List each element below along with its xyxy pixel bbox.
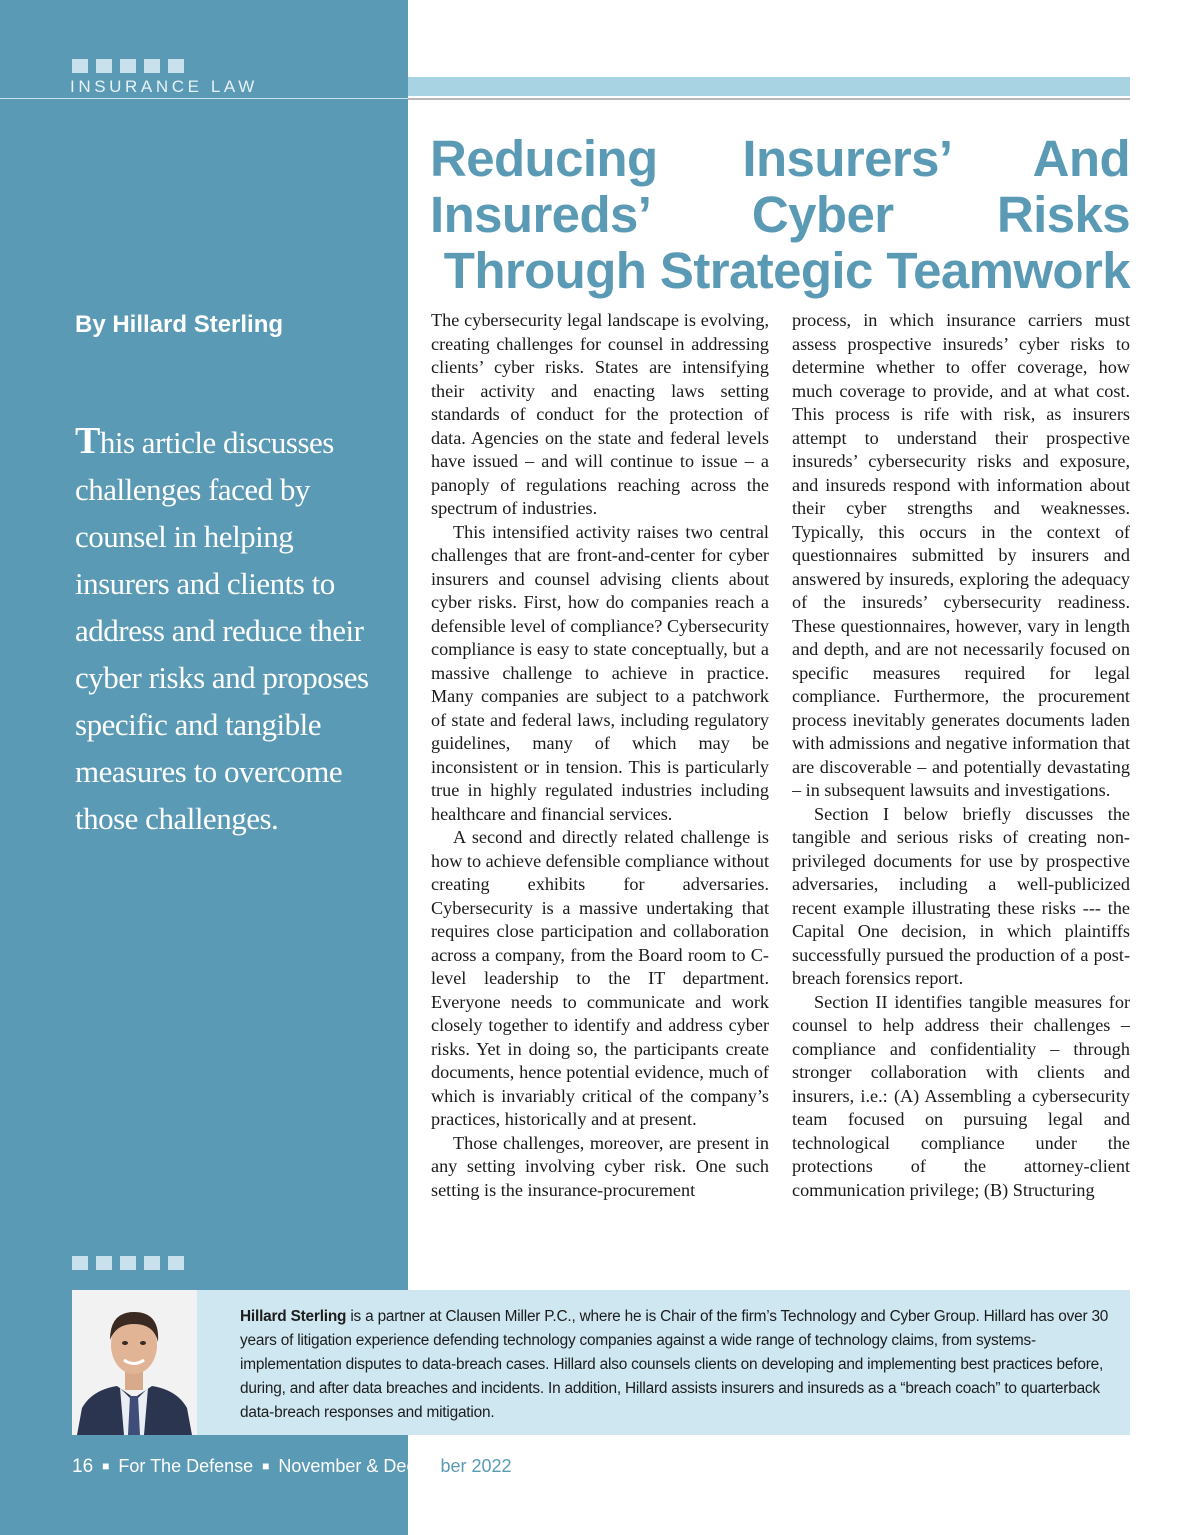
body-column-1 — [431, 309, 769, 1274]
footer-separator-icon: ■ — [262, 1459, 270, 1473]
page-number: 16 — [72, 1456, 94, 1477]
issue-date-part: ber 2022 — [440, 1456, 512, 1476]
author-name: Hillard Sterling — [240, 1308, 347, 1325]
article-byline: By Hillard Sterling — [75, 311, 284, 338]
author-portrait-image — [72, 1290, 197, 1435]
body-paragraph: A second and directly related challenge is how to achieve defensible compliance without creating exhibits for adversaries. Cybersecurity is a massive undertaking that requires close participation and collaboration across a company, from the Board room to C-level leadership to the IT department. Everyone needs to communicate and work closely together to identify and address cyber risks. Yet in doing so, the participants create documents, hence potential evidence, much of which is invariably critical of the company’s practices, historically and at present. — [431, 827, 769, 1129]
section-divider — [408, 98, 1130, 100]
deck-text: his article discusses challenges faced by counsel in helping insurers and clients to address and reduce their cyber risks and proposes specific and tangible measures to overcome those challenges. — [75, 425, 369, 836]
body-paragraph: Those challenges, moreover, are present in any setting involving cyber risk. One such setting is the insurance-procurement — [431, 1132, 769, 1200]
page-footer — [72, 1456, 512, 1478]
body-paragraph: Section I below briefly discusses the tangible and serious risks of creating non-privileged documents for use by prospective adversaries, including a well-publicized recent example illustrating these risks --- the Capital One decision, in which plaintiffs successfully pursued the production of a post-breach forensics report. — [792, 803, 1130, 988]
author-bio-text — [240, 1305, 1115, 1425]
section-label: INSURANCE LAW — [70, 77, 258, 96]
issue-date-part: November & Decem — [278, 1456, 441, 1476]
decorative-squares-top — [72, 59, 184, 73]
body-paragraph: Section II identifies tangible measures for counsel to help address their challenges – compliance and confidentiality – through stronger collaboration with clients and insurers, i.e.: (A) Assembling a cybersecurity team focused on pursuing legal and technological compliance under the protections of the attorney-client communication privilege; (B) Structuring — [792, 991, 1130, 1200]
decorative-squares-bottom — [72, 1256, 184, 1270]
author-bio-body: is a partner at Clausen Miller P.C., where he is Chair of the firm’s Technology and Cyber Group. Hillard has over 30 years of litigation experience defending technology companies against a wide range of technology claims, from systems-implementation disputes to data-breach cases. Hillard also counsels clients on developing and implementing best practices before, during, and after data breaches and incidents. In addition, Hillard assists insurers and insureds as a “breach coach” to quarterback data-breach responses and mitigation. — [240, 1308, 1109, 1421]
body-paragraph: The cybersecurity legal landscape is evolving, creating challenges for counsel in addressing clients’ cyber risks. States are intensifying their activity and enacting laws setting standards of conduct for the protection of data. Agencies on the state and federal levels have issued – and will continue to issue – a panoply of regulations reaching across the spectrum of industries. — [431, 310, 769, 518]
section-header-band — [408, 77, 1130, 96]
publication-name: For The Defense — [118, 1456, 254, 1476]
article-title: Reducing Insurers’ And Insureds’ Cyber Risks Through Strategic Teamwork — [430, 130, 1130, 299]
section-divider-left — [0, 98, 408, 99]
deck-drop-cap: T — [75, 420, 100, 462]
footer-separator-icon: ■ — [102, 1459, 110, 1473]
body-column-2 — [792, 309, 1130, 1274]
body-paragraph: This intensified activity raises two central challenges that are front-and-center for cyber insurers and counsel advising clients about cyber risks. First, how do companies reach a defensible level of compliance? Cybersecurity compliance is easy to state conceptually, but a massive challenge to achieve in practice. Many companies are subject to a patchwork of state and federal laws, including regulatory guidelines, many of which may be inconsistent or in tension. This is particularly true in highly regulated industries including healthcare and financial services. — [431, 521, 769, 824]
body-paragraph: process, in which insurance carriers must assess prospective insureds’ cyber risks to determine whether to offer coverage, how much coverage to provide, and at what cost. This process is rife with risk, as insurers attempt to understand their prospective insureds’ cybersecurity risks and exposure, and insureds respond with information about their cyber strengths and weaknesses. Typically, this occurs in the context of questionnaires submitted by insurers and answered by insureds, exploring the adequacy of the insureds’ cybersecurity readiness. These questionnaires, however, vary in length and depth, and are not necessarily focused on specific measures required for legal compliance. Furthermore, the procurement process inevitably generates documents laden with admissions and negative information that are discoverable – and potentially devastating – in subsequent lawsuits and investigations. — [792, 310, 1130, 800]
issue-date — [278, 1456, 511, 1476]
author-photo — [72, 1290, 197, 1435]
author-bio-box — [72, 1290, 1130, 1435]
article-deck — [75, 418, 380, 842]
